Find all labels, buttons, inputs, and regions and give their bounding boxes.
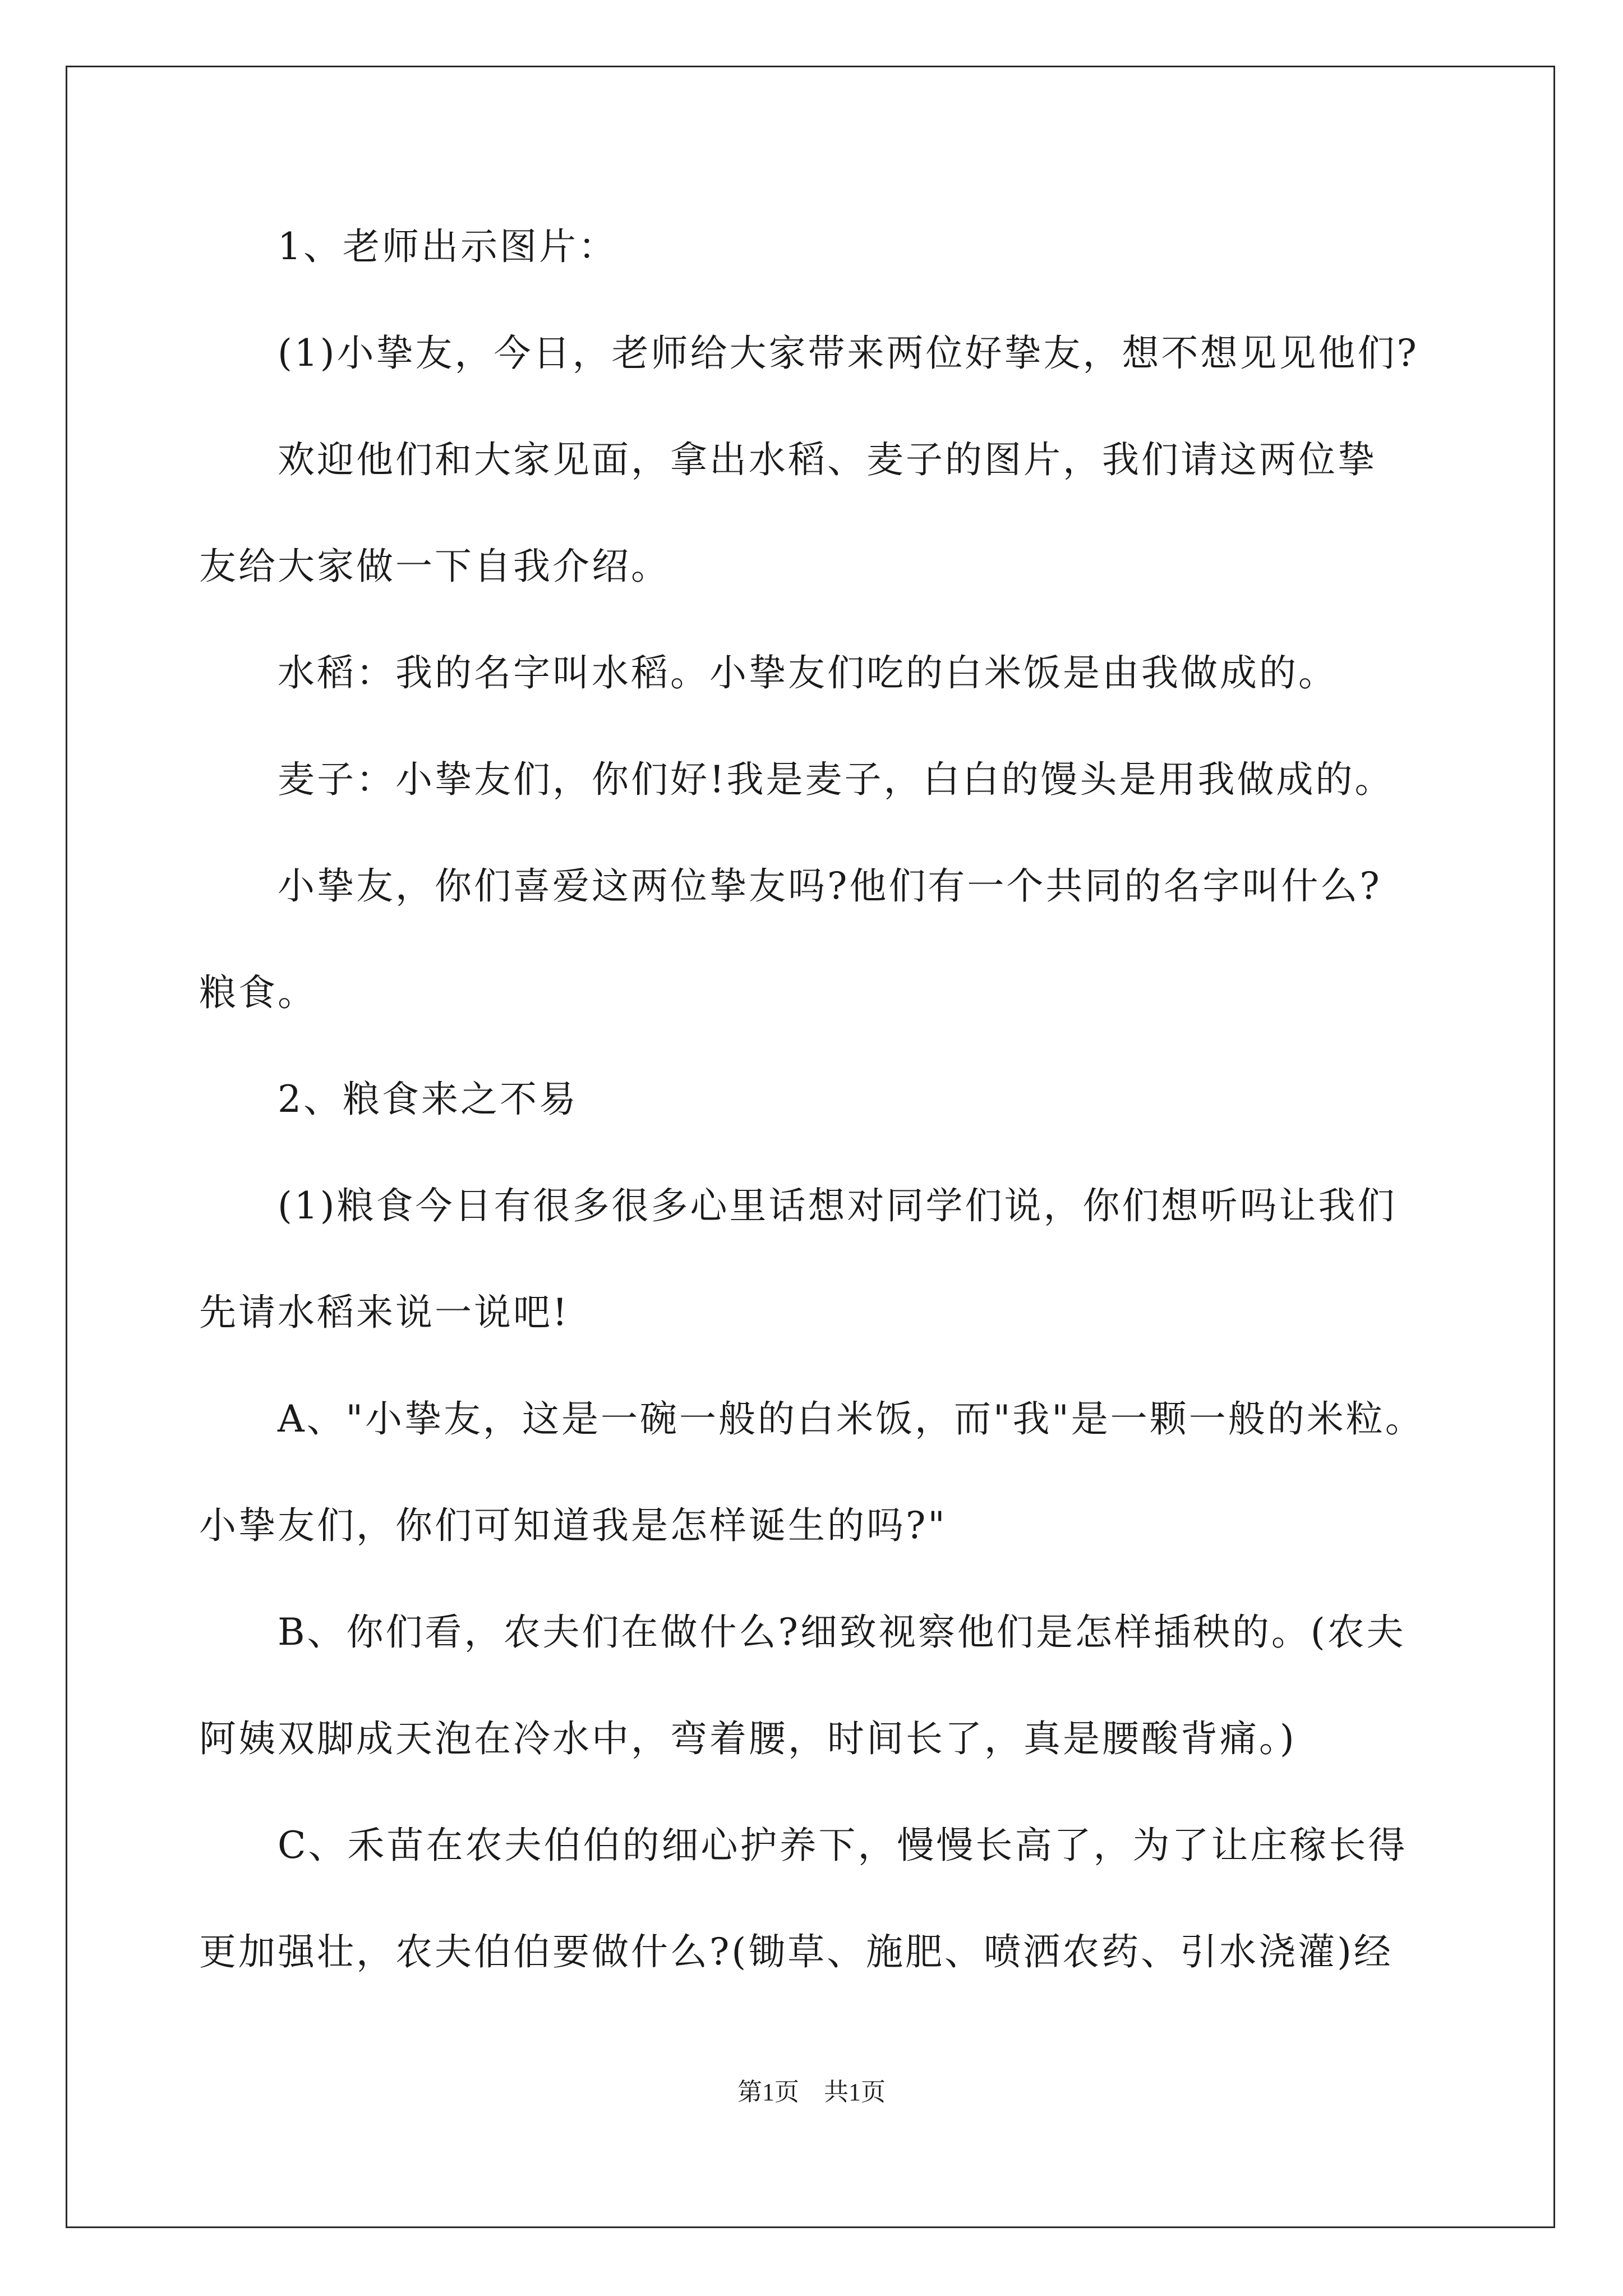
- text-line-15: 阿姨双脚成天泡在冷水中，弯着腰，时间长了，真是腰酸背痛。): [199, 1717, 1297, 1760]
- text-line-3: 欢迎他们和大家见面，拿出水稻、麦子的图片，我们请这两位挚: [278, 438, 1377, 481]
- text-line-7: 小挚友，你们喜爱这两位挚友吗?他们有一个共同的名字叫什么?: [278, 864, 1382, 908]
- text-line-11: 先请水稻来说一说吧!: [199, 1291, 570, 1334]
- text-line-5: 水稻：我的名字叫水稻。小挚友们吃的白米饭是由我做成的。: [278, 651, 1338, 694]
- text-line-1: 1、老师出示图片：: [278, 225, 617, 268]
- page-footer: 第1页 共1页: [737, 2078, 886, 2106]
- text-line-8: 粮食。: [199, 971, 317, 1014]
- text-line-10: (1)粮食今日有很多很多心里话想对同学们说，你们想听吗让我们: [278, 1184, 1397, 1227]
- text-line-6: 麦子：小挚友们，你们好!我是麦子，白白的馒头是用我做成的。: [278, 758, 1394, 801]
- text-line-12: A、"小挚友，这是一碗一般的白米饭，而"我"是一颗一般的米粒。: [278, 1397, 1424, 1441]
- text-line-9: 2、粮食来之不易: [278, 1078, 578, 1121]
- text-line-2: (1)小挚友，今日，老师给大家带来两位好挚友，想不想见见他们?: [278, 332, 1419, 375]
- text-line-14: B、你们看，农夫们在做什么?细致视察他们是怎样插秧的。(农夫: [278, 1611, 1406, 1654]
- text-line-16: C、禾苗在农夫伯伯的细心护养下，慢慢长高了，为了让庄稼长得: [278, 1824, 1408, 1867]
- page-border: [66, 66, 1555, 2228]
- text-line-4: 友给大家做一下自我介绍。: [199, 545, 670, 588]
- text-line-13: 小挚友们，你们可知道我是怎样诞生的吗?": [199, 1504, 947, 1547]
- text-line-17: 更加强壮，农夫伯伯要做什么?(锄草、施肥、喷洒农药、引水浇灌)经: [199, 1930, 1393, 1973]
